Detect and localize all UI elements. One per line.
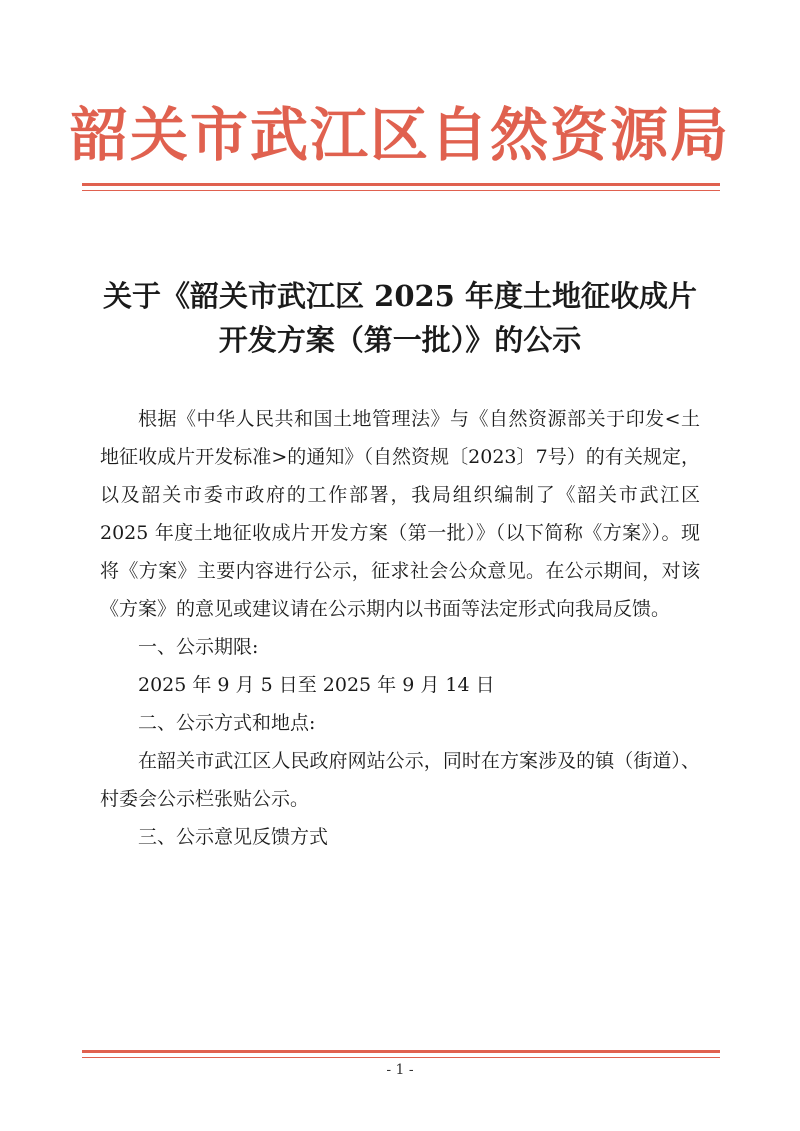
- section-1-heading: 一、公示期限:: [138, 636, 259, 658]
- footer-divider-thin: [82, 1057, 720, 1058]
- footer-divider-thick: [82, 1050, 720, 1053]
- publication-method-paragraph: 在韶关市武江区人民政府网站公示，同时在方案涉及的镇（街道）、村委会公示栏张贴公示。: [100, 750, 700, 810]
- header-divider-thin: [82, 190, 720, 191]
- publication-period: 2025 年 9 月 5 日至 2025 年 9 月 14 日: [138, 674, 495, 696]
- document-title: [90, 274, 710, 362]
- header-divider-thick: [82, 183, 720, 186]
- section-3-heading: 三、公示意见反馈方式: [138, 826, 329, 848]
- document-title-line-1: 关于《韶关市武江区 2025 年度土地征收成片: [103, 279, 697, 313]
- page-number: - 1 -: [386, 1062, 414, 1078]
- document-body: [100, 400, 700, 856]
- intro-paragraph: 根据《中华人民共和国土地管理法》与《自然资源部关于印发<土地征收成片开发标准>的通知》（自然资规〔2023〕7号）的有关规定，以及韶关市委市政府的工作部署，我局组织编制了《韶关市武江区 2025 年度土地征收成片开发方案（第一批）》（以下简称《方案》）。现将《方案》主要内容进行公示，征求社会公众意见。在公示期间，对该《方案》的意见或建议请在公示期内以书面等法定形式向我局反馈。: [100, 408, 700, 620]
- section-2-heading: 二、公示方式和地点:: [138, 712, 316, 734]
- issuing-authority-header: 韶关市武江区自然资源局: [69, 101, 730, 169]
- document-title-line-2: 开发方案（第一批）》的公示: [218, 323, 582, 357]
